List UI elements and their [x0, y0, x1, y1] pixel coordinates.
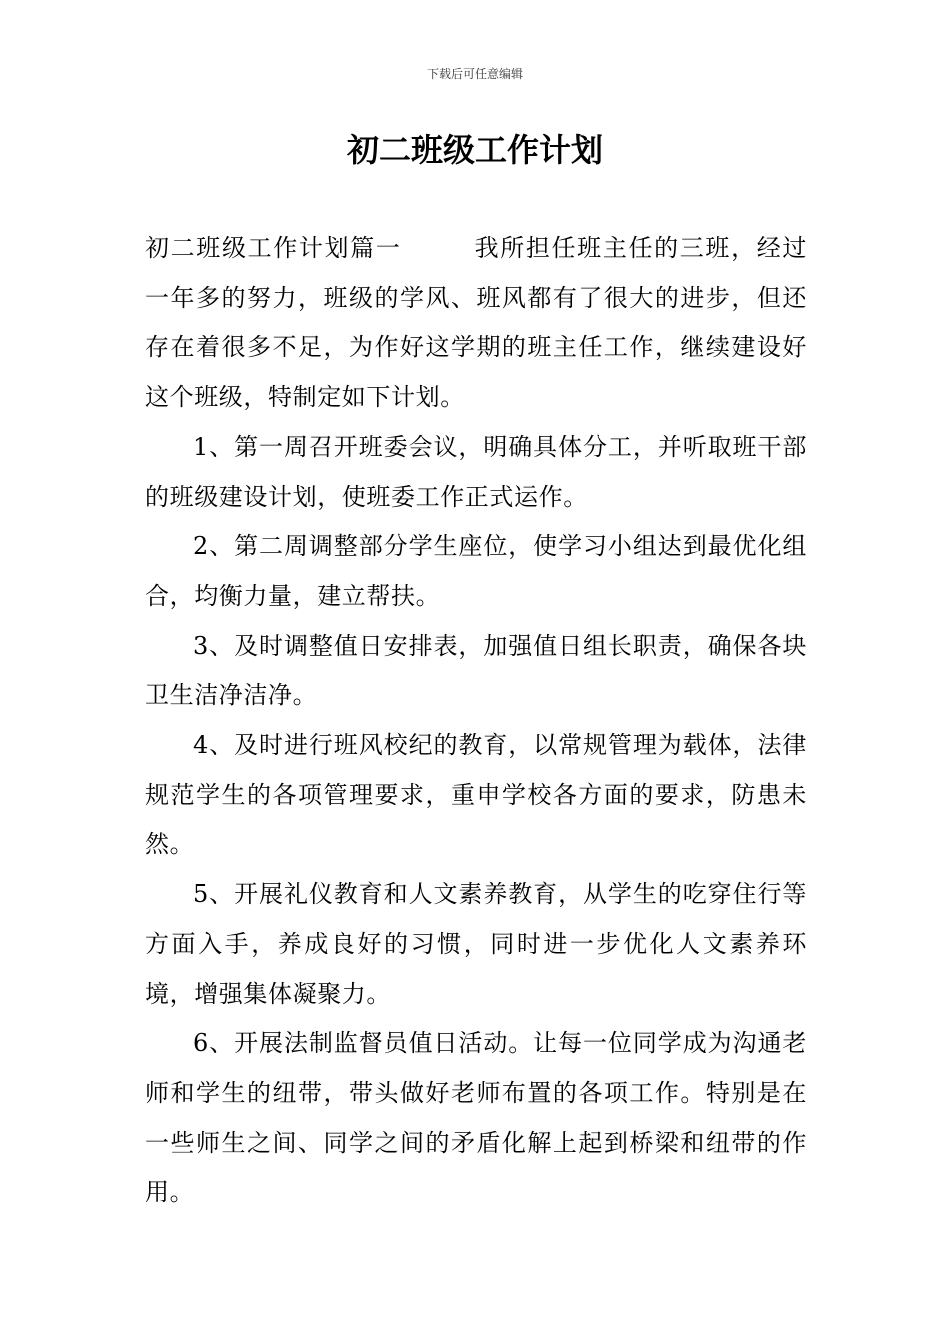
intro-text: 我所担任班主任的三班，经过一年多的努力，班级的学风、班风都有了很大的进步，但还存在着很多不足，为作好这学期的班主任工作，继续建设好这个班级，特制定如下计划。: [145, 234, 807, 412]
plan-item-6: 6、开展法制监督员值日活动。让每一位同学成为沟通老师和学生的纽带，带头做好老师布置的各项工作。特别是在一些师生之间、同学之间的矛盾化解上起到桥梁和纽带的作用。: [145, 1029, 807, 1207]
document-title: 初二班级工作计划: [346, 131, 603, 169]
plan-item-3: 3、及时调整值日安排表，加强值日组长职责，确保各块卫生洁净洁净。: [145, 631, 807, 710]
header-note: 下载后可任意编辑: [426, 67, 523, 81]
plan-item-5: 5、开展礼仪教育和人文素养教育，从学生的吃穿住行等方面入手，养成良好的习惯，同时进一步优化人文素养环境，增强集体凝聚力。: [145, 880, 807, 1008]
plan-item-1: 1、第一周召开班委会议，明确具体分工，并听取班干部的班级建设计划，使班委工作正式运作。: [145, 432, 807, 511]
plan-item-2: 2、第二周调整部分学生座位，使学习小组达到最优化组合，均衡力量，建立帮扶。: [145, 532, 807, 610]
intro-paragraph: [145, 224, 807, 423]
intro-heading: 初二班级工作计划篇一: [145, 234, 402, 262]
document-body: [145, 224, 807, 1218]
plan-item-4: 4、及时进行班风校纪的教育，以常规管理为载体，法律规范学生的各项管理要求，重申学校各方面的要求，防患未然。: [145, 731, 807, 859]
